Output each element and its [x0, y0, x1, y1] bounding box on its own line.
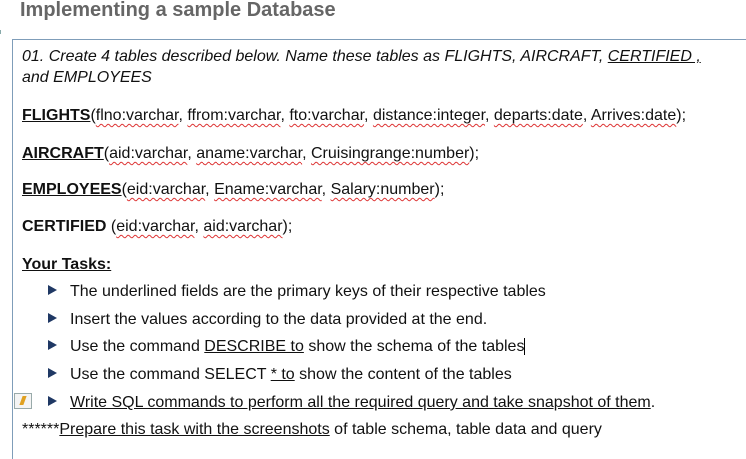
sep: ,: [321, 181, 331, 198]
page-heading: Implementing a sample Database: [20, 0, 336, 21]
footer-rest: of table schema, table data and query: [329, 421, 602, 438]
sep: ,: [485, 107, 494, 124]
task-text: Use the command: [70, 338, 205, 355]
footer-note: [22, 421, 602, 439]
margin-marker: [0, 30, 4, 34]
paren-open: (: [110, 218, 117, 235]
triangle-bullet-icon: [48, 340, 57, 350]
task-text: Use the command SELECT: [70, 366, 271, 383]
field-flno: flno:varchar: [95, 107, 179, 124]
task-item: [48, 366, 512, 384]
question-text: [22, 46, 722, 88]
paren-open: (: [90, 107, 96, 124]
sep: ,: [280, 107, 290, 124]
certified-schema: [22, 218, 292, 236]
field-distance: distance:integer: [372, 107, 486, 124]
field-fto: fto:varchar: [289, 107, 365, 124]
triangle-bullet-icon: [48, 368, 57, 378]
field-cert-eid: eid:varchar: [116, 218, 195, 235]
employees-table-name: EMPLOYEES: [22, 181, 122, 198]
task-text: show the content of the tables: [294, 366, 512, 383]
select-keyword: * to: [270, 366, 295, 383]
field-salary: Salary:number: [330, 181, 435, 198]
triangle-bullet-icon: [48, 313, 57, 323]
field-aname: aname:varchar: [196, 145, 303, 162]
field-ename: Ename:varchar: [214, 181, 322, 198]
paren-close: );: [676, 107, 687, 124]
flights-schema: [22, 107, 686, 125]
aircraft-schema: [22, 145, 479, 163]
task-text-end: .: [650, 394, 656, 411]
task-item: [48, 394, 655, 412]
describe-keyword: DESCRIBE to: [204, 338, 304, 355]
question-suffix: and EMPLOYEES: [22, 69, 152, 86]
paren-close: );: [469, 145, 480, 162]
field-cruisingrange: Cruisingrange:number: [310, 145, 470, 162]
task-item: [48, 338, 525, 356]
task-text: Write SQL commands to perform all the required query and take snapshot of them: [70, 394, 651, 411]
task-item: [48, 311, 487, 329]
certified-table-name: CERTIFIED: [22, 218, 111, 235]
aircraft-table-name: AIRCRAFT: [22, 145, 104, 162]
task-text: The underlined fields are the primary keys of their respective tables: [70, 283, 546, 300]
tasks-heading: Your Tasks:: [22, 256, 112, 273]
sep: ,: [302, 145, 311, 162]
sep: ,: [194, 218, 204, 235]
task-item: [48, 283, 546, 301]
field-departs: departs:date: [493, 107, 583, 124]
task-text: Insert the values according to the data provided at the end.: [70, 311, 488, 328]
sep: ,: [364, 107, 373, 124]
flights-table-name: FLIGHTS: [22, 107, 91, 124]
task-text: show the schema of the tables: [303, 338, 525, 355]
triangle-bullet-icon: [48, 396, 57, 406]
sep: ,: [178, 107, 188, 124]
employees-schema: [22, 181, 444, 199]
asterisks: ******: [22, 421, 60, 438]
field-eid: eid:varchar: [126, 181, 206, 198]
paren-open: (: [121, 181, 127, 198]
question-prefix: 01. Create 4 tables described below. Name these tables as FLIGHTS, AIRCRAFT,: [22, 48, 608, 65]
sep: ,: [187, 145, 197, 162]
autocorrect-options-icon[interactable]: [14, 393, 32, 409]
sep: ,: [582, 107, 591, 124]
footer-underlined: Prepare this task with the screenshots: [59, 421, 330, 438]
question-certified: CERTIFIED ,: [607, 48, 701, 65]
sep: ,: [205, 181, 215, 198]
paren-close: );: [434, 181, 445, 198]
field-cert-aid: aid:varchar: [203, 218, 283, 235]
paren-close: );: [282, 218, 293, 235]
paren-open: (: [103, 145, 110, 162]
field-arrives: Arrives:date: [590, 107, 677, 124]
field-ffrom: ffrom:varchar: [187, 107, 281, 124]
field-aid: aid:varchar: [109, 145, 188, 162]
triangle-bullet-icon: [48, 285, 57, 295]
